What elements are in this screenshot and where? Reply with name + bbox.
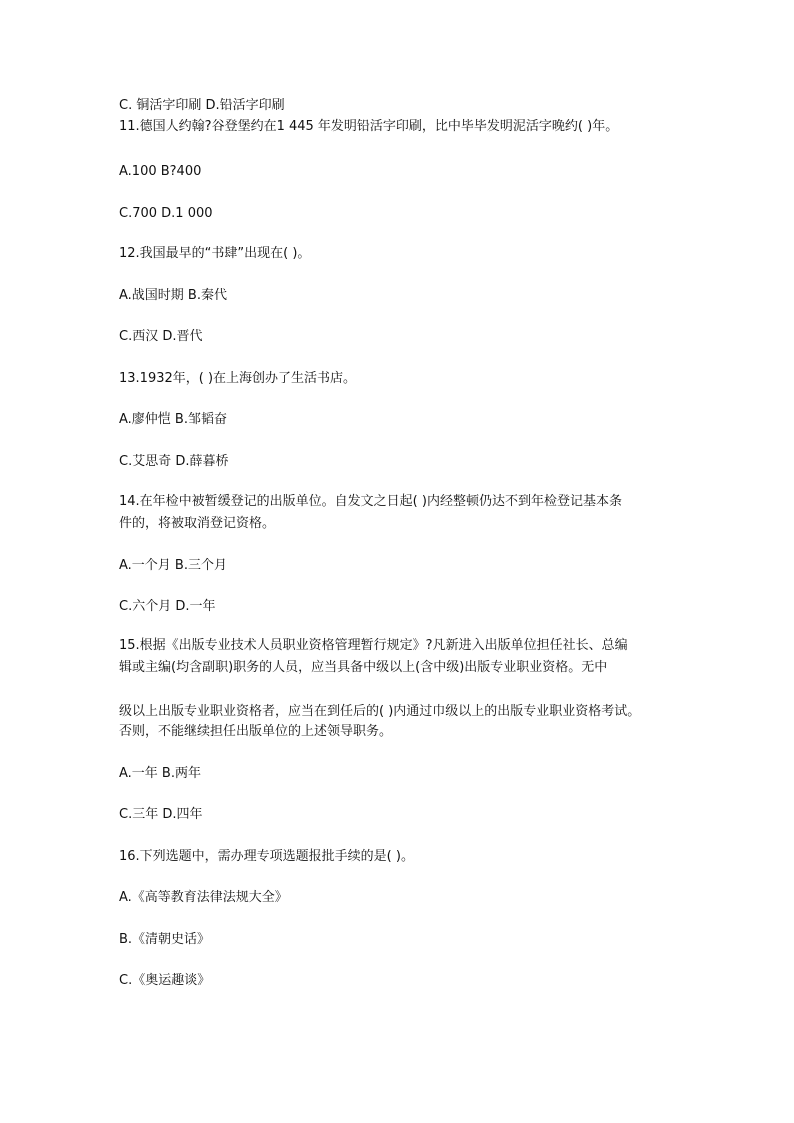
question-15-text-line-2: 辑或主编(均含副职)职务的人员，应当具备中级以上(含中级)出版专业职业资格。无中 — [119, 660, 608, 675]
question-11-text: 11.德国人约翰?谷登堡约在1 445 年发明铅活字印刷，比中毕毕发明泥活字晚约( )年。 — [119, 119, 619, 134]
question-12-options-cd: C.西汉 D.晋代 — [119, 329, 203, 344]
question-14-text-line-1: 14.在年检中被暂缓登记的出版单位。自发文之日起( )内经整顿仍达不到年检登记基本条 — [119, 494, 622, 509]
answer-options-line: C. 铜活字印刷 D.铅活字印刷 — [119, 98, 285, 113]
question-13-options-ab: A.廖仲恺 B.邹韬奋 — [119, 412, 227, 427]
question-15-options-ab: A.一年 B.两年 — [119, 766, 201, 781]
question-15-options-cd: C.三年 D.四年 — [119, 807, 203, 822]
question-16-text: 16.下列选题中，需办理专项选题报批手续的是( )。 — [119, 849, 414, 864]
question-14-options-ab: A.一个月 B.三个月 — [119, 558, 227, 573]
question-15-text-line-4: 否则，不能继续担任出版单位的上述领导职务。 — [119, 724, 393, 739]
question-15-text-line-1: 15.根据《出版专业技术人员职业资格管理暂行规定》?凡新进入出版单位担任社长、总编 — [119, 638, 628, 653]
question-15-text-line-3: 级以上出版专业职业资格者，应当在到任后的( )内通过巾级以上的出版专业职业资格考试。 — [119, 704, 641, 719]
question-12-options-ab: A.战国时期 B.秦代 — [119, 288, 227, 303]
question-16-option-c: C.《奥运趣谈》 — [119, 973, 211, 988]
question-16-option-b: B.《清朝史话》 — [119, 932, 211, 947]
question-11-options-cd: C.700 D.1 000 — [119, 206, 213, 221]
question-12-text: 12.我国最早的“书肆”出现在( )。 — [119, 246, 311, 261]
question-13-text: 13.1932年，( )在上海创办了生活书店。 — [119, 371, 357, 386]
question-14-options-cd: C.六个月 D.一年 — [119, 599, 216, 614]
question-11-options-ab: A.100 B?400 — [119, 164, 202, 179]
question-14-text-line-2: 件的，将被取消登记资格。 — [119, 516, 276, 531]
question-13-options-cd: C.艾思奇 D.薛暮桥 — [119, 454, 229, 469]
question-16-option-a: A.《高等教育法律法规大全》 — [119, 890, 288, 905]
